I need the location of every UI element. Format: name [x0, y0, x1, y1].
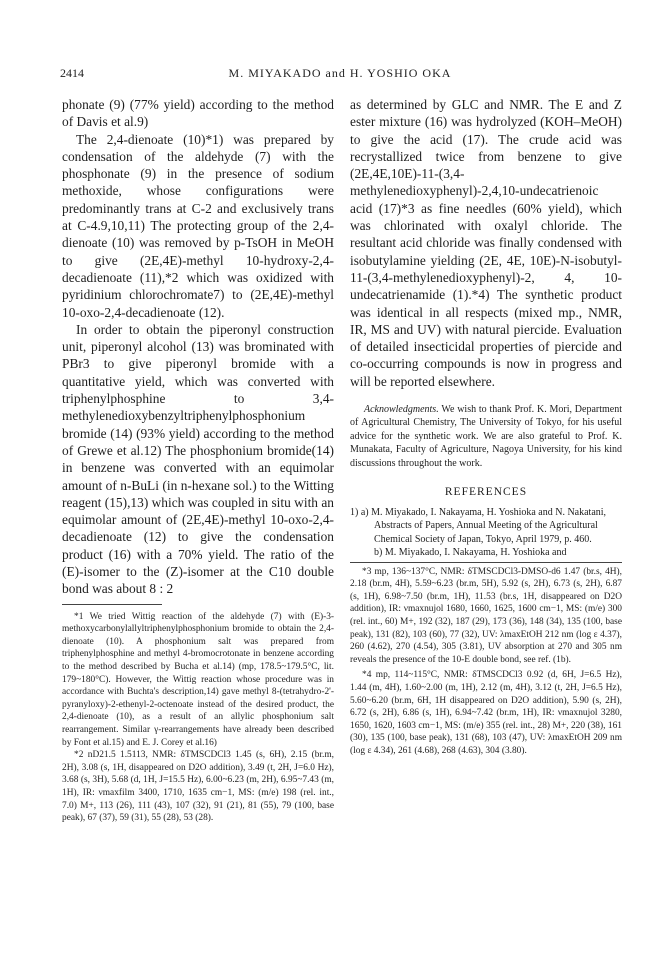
references-heading: REFERENCES — [444, 486, 528, 499]
left-column — [62, 96, 334, 825]
page-number: 2414 — [60, 66, 84, 80]
paragraph: phonate (9) (77% yield) according to the method of Davis et al.9) — [62, 97, 334, 130]
left-footnotes — [62, 611, 334, 825]
acknowledgments-label: Acknowledgments. — [364, 404, 439, 416]
footnote: *3 mp, 136~137°C, NMR: δTMSCDCl3-DMSO-d6 1.47 (br.s, 4H), 2.18 (br.m, 4H), 5.59~6.23 (br.m, 5H), 5.92 (s, 2H), 6.73 (s, 2H), 6.87 (s, 1H), 6.98~7.50 (br.m, 1H), 11.53 (br.s, 1H, disappeared on D2O addition), IR: νmaxnujol 1680, 1660, 1625, 1600 cm−1, MS: (m/e) 300 (rel. int., 60) M+, 192 (32), 187 (29), 173 (36), 148 (34), 135 (100, base peak), 131 (82), 103 (60), 77 (32), UV: λmaxEtOH 212 nm (log ε 4.37), 260 (4.62), 270 (4.54), 305 (3.81), UV absorption at 270 and 305 nm reveals the presence of the 10-E double bond, see ref. (1b). — [350, 566, 622, 665]
right-column — [350, 96, 622, 758]
reference-item: 1) a) M. Miyakado, I. Nakayama, H. Yoshioka and N. Nakatani, Abstracts of Papers, Annual Meeting of the Agricultural Chemical Society of Japan, Tokyo, April 1979, p. 460. — [350, 507, 607, 545]
footnote: *1 We tried Wittig reaction of the aldehyde (7) with (E)-3-methoxycarbonylallyltriphenylphosphonium bromide to obtain the 2,4-dienoate (10). A phosphonium salt was prepared from triphenylphosphine and methyl 4-bromocrotonate in benzene according to the method described by Bucha et al.14) (mp, 178.5~179.5°C, lit. 179~180°C). However, the Wittig reaction whose procedure was in accordance with Buchta's description,14) gave methyl 8-(tetrahydro-2'-pyranyloxy)-2-ethenyl-2-octenoate instead of the desired product, the 2,4-dienoate (10), as a result of an allylic phosphonium salt rearrangement. Similar γ-rearrangements have already been described by Font et al.15) and E. J. Corey et al.16) — [62, 611, 334, 748]
paragraph: as determined by GLC and NMR. The E and Z ester mixture (16) was hydrolyzed (KOH–MeOH) to give the acid (17). The crude acid was recrystallized twice from benzene to give (2E,4E,10E)-11-(3,4-methylenedioxyphenyl)-2,4,10-undecatrienoic acid (17)*3 as fine needles (60% yield), which was chlorinated with oxalyl chloride. The resultant acid chloride was finally condensed with isobutylamine yielding (2E, 4E, 10E)-N-isobutyl-11-(3,4-methylenedioxyphenyl)-2, 4, 10-undecatrienamide (1).*4) The synthetic product was identical in all respects (mixed mp., NMR, IR, MS and UV) with natural piercide. Evaluation of detailed insecticidal properties of piercide and co-occurring compounds is now in progress and will be reported elsewhere. — [350, 97, 622, 389]
footnote: *2 nD21.5 1.5113, NMR: δTMSCDCl3 1.45 (s, 6H), 2.15 (br.m, 2H), 3.08 (s, 1H, disappeared on D2O addition), 3.49 (t, 2H, J=6.0 Hz), 3.68 (s, 3H), 5.68 (d, 1H, J=15.5 Hz), 6.00~6.23 (m, 2H), 6.95~7.43 (m, 1H), IR: νmaxfilm 3400, 1710, 1635 cm−1, MS: (m/e) 198 (rel. int., 7.0) M+, 113 (26), 111 (43), 107 (32), 91 (21), 81 (55), 79 (100, base peak), 67 (37), 59 (31), 55 (28), 53 (28). — [62, 750, 334, 824]
paragraph: In order to obtain the piperonyl construction unit, piperonyl alcohol (13) was brominated with PBr3 to give piperonyl bromide with a quantitative yield, which was converted with triphenylphosphine to 3,4-methylenedioxybenzyltriphenylphosphonium bromide (14) (93% yield) according to the method of Grewe et al.12) The phosphonium bromide(14) in benzene was converted with an equimolar amount of n-BuLi (in n-hexane sol.) to the Witting reagent (15),13) which was coupled in situ with an equimolar amount of (2E,4E)-methyl 10-oxo-2,4-decadienoate (12) to give the condensation product (16) with a 70% yield. The ratio of the (E)-isomer to the (Z)-isomer at the C10 double bond was about 8 : 2 — [62, 321, 334, 597]
right-body — [350, 96, 622, 390]
paragraph: The 2,4-dienoate (10)*1) was prepared by condensation of the aldehyde (7) with the phosphonate (9) in the presence of sodium methoxide, whose configurations were predominantly trans at C-2 and exclusively trans at C-4.9,10,11) The protecting group of the 2,4-dienoate (10) was removed by p-TsOH in MeOH to give (2E,4E)-methyl 10-hydroxy-2,4-decadienoate (11),*2 which was oxidized with pyridinium chlorochromate7) to (2E,4E)-methyl 10-oxo-2,4-decadienoate (12). — [62, 131, 334, 320]
acknowledgments-text: We wish to thank Prof. K. Mori, Department of Agricultural Chemistry, The University of Tokyo, for his useful advice for the synthetic work. We are also grateful to Prof. K. Munakata, Faculty of Agriculture, Nagoya University, for his kind discussions throughout the work. — [350, 404, 622, 469]
footnote-rule — [62, 604, 162, 605]
running-head: M. MIYAKADO and H. YOSHIO OKA — [228, 66, 452, 80]
footnote-rule — [350, 562, 622, 563]
acknowledgments — [350, 403, 622, 470]
reference-item: b) M. Miyakado, I. Nakayama, H. Yoshioka and — [374, 547, 567, 559]
left-body — [62, 96, 334, 598]
footnote: *4 mp, 114~115°C, NMR: δTMSCDCl3 0.92 (d, 6H, J=6.5 Hz), 1.44 (m, 4H), 1.60~2.00 (m, 1H), 2.12 (m, 4H), 3.12 (t, 2H, J=6.5 Hz), 5.60~6.20 (br.m, 6H, 1H disappeared on D2O addition), 5.90 (s, 2H), 6.72 (s, 2H), 6.86 (s, 1H), 6.94~7.42 (br.m, 1H), IR: νmaxnujol 3280, 1650, 1620, 1603 cm−1, MS: (m/e) 355 (rel. int., 28) M+, 220 (38), 161 (30), 135 (100, base peak), 131 (68), 103 (47), UV: λmaxEtOH 209 nm (log ε 4.34), 261 (4.68), 268 (4.63), 304 (3.80). — [350, 670, 622, 757]
page-header — [60, 66, 620, 84]
